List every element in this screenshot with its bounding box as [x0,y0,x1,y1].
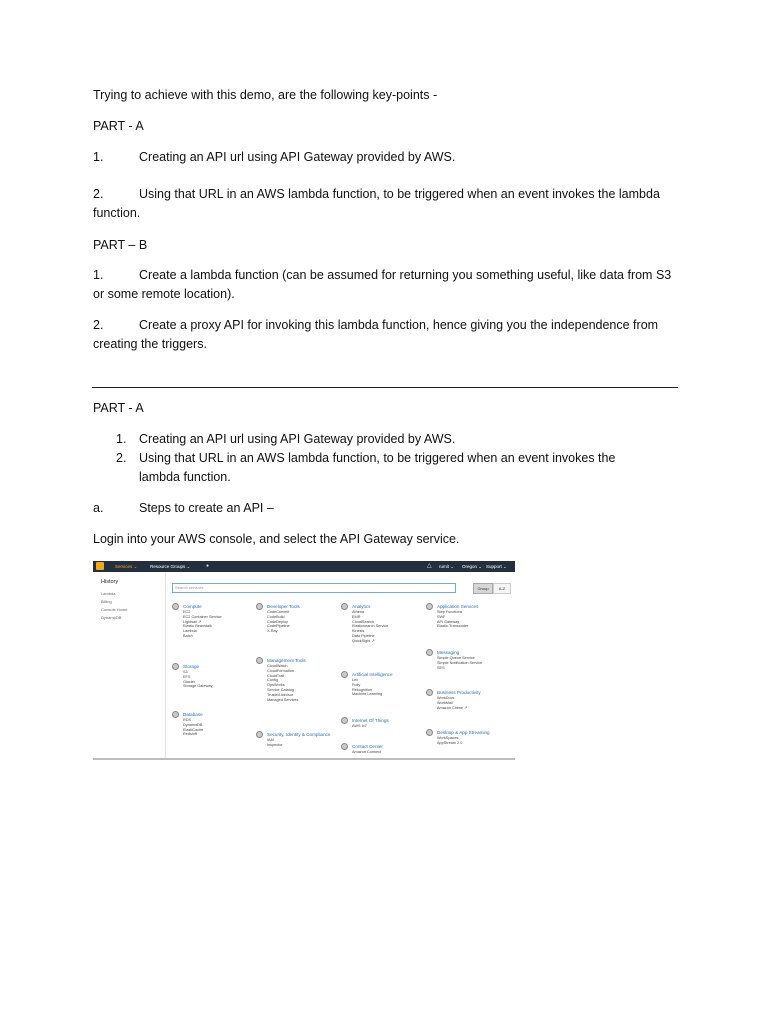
aws-logo-icon [96,562,104,570]
service-link[interactable]: Glacier [183,679,196,684]
service-link[interactable]: Lambda [183,629,197,634]
service-link[interactable]: OpsWorks [267,683,285,688]
intro-text: Trying to achieve with this demo, are the following key-points - [93,88,438,102]
messaging-icon [426,649,433,656]
pin-icon[interactable]: ● [206,563,210,569]
service-link[interactable]: Config [267,678,278,683]
resource-groups-menu[interactable]: Resource Groups ⌄ [150,564,191,569]
service-link[interactable]: WorkDocs [437,696,455,700]
step-number: a. [93,501,104,515]
service-link[interactable]: ElastiCache [183,727,204,732]
service-link[interactable]: Amazon Connect [352,750,382,754]
list-item-text: Using that URL in an AWS lambda function, to be triggered when an event invokes the lambda function. [139,451,616,484]
list-number: 1. [93,150,104,164]
service-link[interactable]: Inspector [267,742,283,747]
service-link[interactable]: API Gateway [437,619,460,624]
artificial-intelligence-icon [341,671,348,678]
database-icon [172,711,179,718]
service-link[interactable]: IAM [267,738,274,742]
history-item[interactable]: Console Home [101,607,128,612]
service-link[interactable]: Service Catalog [267,687,294,692]
category-title[interactable]: Storage [183,664,200,669]
services-menu[interactable]: Services ⌄ [115,564,138,569]
service-link[interactable]: SES [437,665,445,670]
history-item[interactable]: Billing [101,599,112,604]
service-link[interactable]: Storage Gateway [183,684,213,689]
login-instruction: Login into your AWS console, and select the API Gateway service. [93,532,460,546]
search-placeholder: Search services [175,585,204,590]
service-link[interactable]: CodeCommit [267,610,290,614]
category-title[interactable]: Management Tools [267,658,306,663]
history-item[interactable]: DynamoDB [101,615,122,620]
application-services-icon [426,603,433,610]
service-link[interactable]: QuickSight ↗ [352,638,375,643]
service-link[interactable]: Simple Notification Service [437,660,483,665]
service-link[interactable]: Batch [183,633,193,638]
list-number: 1. [93,268,104,282]
group-button[interactable]: Group [473,583,493,594]
step-text: Steps to create an API – [139,501,274,515]
service-link[interactable]: Lex [352,678,359,682]
compute-icon [172,603,179,610]
service-link[interactable]: AWS IoT [352,724,368,728]
category-title[interactable]: Analytics [352,604,371,609]
service-link[interactable]: CloudFormation [267,668,295,673]
service-link[interactable]: Step Functions [437,610,463,614]
service-link[interactable]: X-Ray [267,629,278,634]
service-link[interactable]: Trusted Advisor [267,692,294,697]
service-link[interactable]: Elastic Beanstalk [183,624,212,629]
aws-console-screenshot [93,561,515,760]
security-icon [256,731,263,738]
service-link[interactable]: Lightsail ↗ [183,619,202,624]
category-title[interactable]: Compute [183,604,202,609]
service-link[interactable]: CloudTrail [267,673,285,678]
list-number: 2. [93,318,104,332]
category-title[interactable]: Application Services [437,604,479,609]
list-number: 2. [93,187,104,201]
service-link[interactable]: EFS [183,674,191,679]
service-link[interactable]: WorkMail [437,700,453,705]
region-menu[interactable]: Oregon ⌄ [462,564,483,569]
category-title[interactable]: Contact Center [352,744,383,749]
service-link[interactable]: EC2 Container Service [183,614,222,619]
bell-icon[interactable]: △ [427,563,432,569]
management-tools-icon [256,657,263,664]
storage-icon [172,663,179,670]
divider [165,573,166,758]
service-link[interactable]: Redshift [183,732,197,737]
category-title[interactable]: Artificial Intelligence [352,672,393,677]
list-item-text: Create a proxy API for invoking this lambda function, hence giving you the independence from creating the triggers. [93,318,659,351]
part-a-heading: PART - A [93,401,144,415]
support-menu[interactable]: Support ⌄ [486,564,507,569]
service-link[interactable]: RDS [183,718,192,722]
list-number: 2. [116,451,127,465]
contact-center-icon [341,743,348,750]
business-productivity-icon [426,689,433,696]
service-link[interactable]: Rekognition [352,687,373,692]
service-link[interactable]: Polly [352,682,361,687]
service-link[interactable]: Simple Queue Service [437,656,475,660]
category-title[interactable]: Internet Of Things [352,718,389,723]
part-a-heading: PART - A [93,119,144,133]
category-title[interactable]: Security, Identity & Compliance [267,732,331,737]
service-link[interactable]: Elasticsearch Service [352,624,389,629]
service-link[interactable]: CodeBuild [267,614,285,619]
service-link[interactable]: Machine Learning [352,692,383,697]
az-button[interactable]: A-Z [493,583,511,594]
history-title: History [101,579,119,585]
service-link[interactable]: Amazon Chime ↗ [437,705,468,710]
console-navbar [93,561,515,572]
service-link[interactable]: Elastic Transcoder [437,624,469,629]
user-menu[interactable]: rumit ⌄ [439,564,455,569]
service-link[interactable]: DynamoDB [183,722,203,727]
list-item-text: Creating an API url using API Gateway provided by AWS. [139,150,456,164]
service-link[interactable]: AppStream 2.0 [437,740,463,745]
category-title[interactable]: Database [183,712,203,717]
service-link[interactable]: SWF [437,614,446,619]
category-title[interactable]: Messaging [437,650,460,655]
list-item-text: Creating an API url using API Gateway provided by AWS. [139,432,456,446]
part-b-heading: PART – B [93,238,148,252]
list-item-text: Create a lambda function (can be assumed for returning you something useful, like data from S3 or some remote location). [93,268,672,301]
category-title[interactable]: Desktop & App Streaming [437,730,490,735]
service-link[interactable]: Kinesis [352,629,365,634]
internet-of-things-icon [341,717,348,724]
service-link[interactable]: Athena [352,610,365,614]
desktop-streaming-icon [426,729,433,736]
service-link[interactable]: CloudWatch [267,664,288,668]
analytics-icon [341,603,348,610]
service-link[interactable]: CodePipeline [267,624,290,629]
service-link[interactable]: S3 [183,670,188,674]
service-link[interactable]: EMR [352,614,361,619]
horizontal-rule [92,387,678,388]
service-link[interactable]: Data Pipeline [352,633,375,638]
developer-tools-icon [256,603,263,610]
service-link[interactable]: CloudSearch [352,619,374,624]
history-item[interactable]: Lambda [101,591,116,596]
category-title[interactable]: Developer Tools [267,604,300,609]
service-link[interactable]: WorkSpaces [437,736,459,740]
search-services-input[interactable] [172,583,456,593]
service-link[interactable]: Managed Services [267,697,299,702]
list-item-text: Using that URL in an AWS lambda function, to be triggered when an event invokes the lambda function. [93,187,660,220]
service-link[interactable]: CodeDeploy [267,619,288,624]
list-number: 1. [116,432,127,446]
service-link[interactable]: EC2 [183,610,191,614]
category-title[interactable]: Business Productivity [437,690,481,695]
